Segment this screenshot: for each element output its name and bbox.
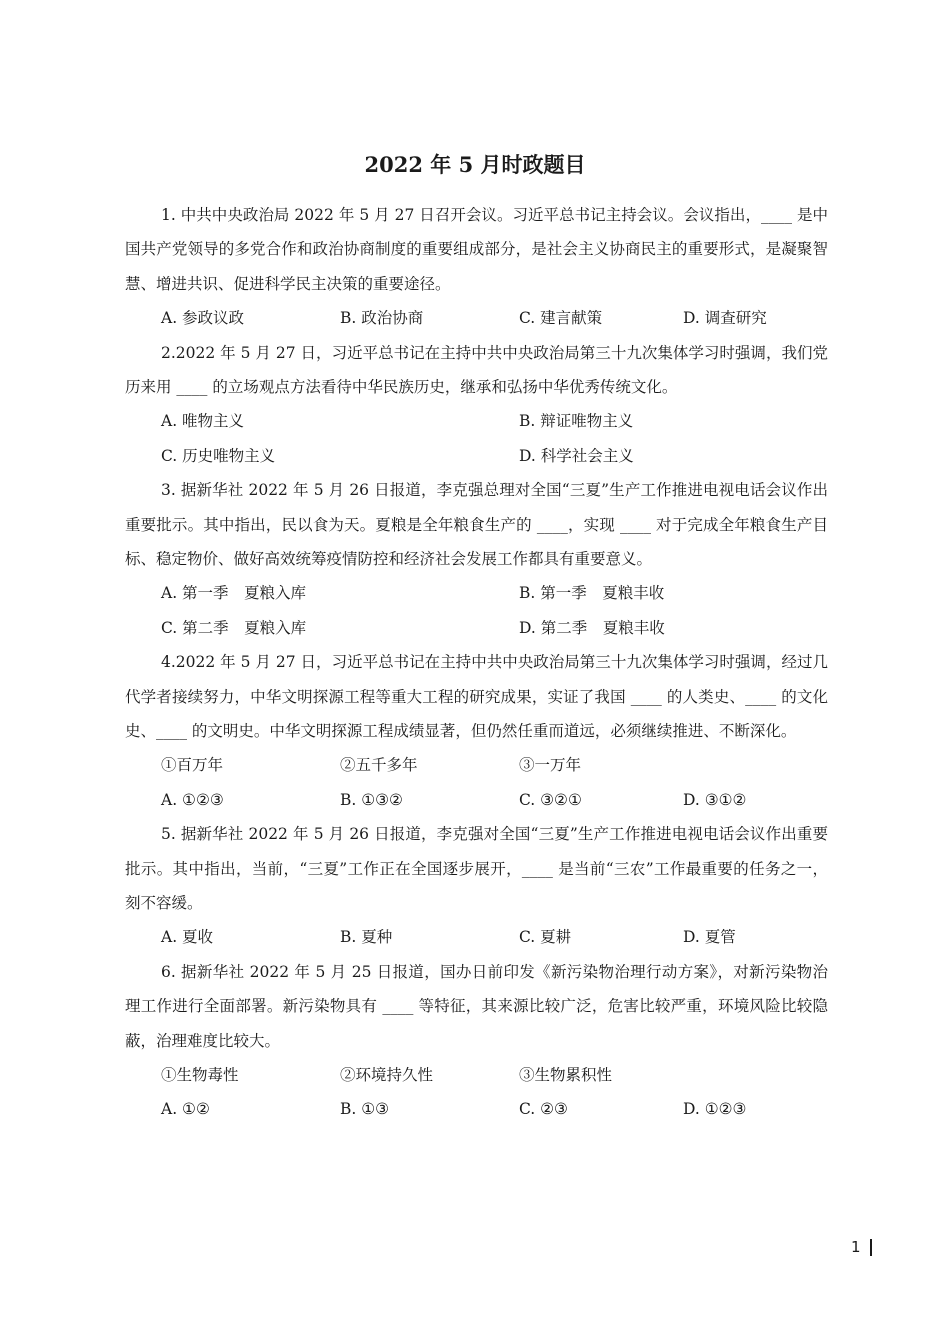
option-a: A. 夏收 bbox=[161, 928, 214, 947]
page-marker-bar bbox=[870, 1239, 873, 1256]
option-row bbox=[125, 301, 828, 335]
option-a: A. ①② bbox=[161, 1100, 210, 1119]
question-stem: 5. 据新华社 2022 年 5 月 26 日报道，李克强对全国“三夏”生产工作推进电视电话会议作出重要批示。其中指出，当前，“三夏”工作正在全国逐步展开，____ 是当前“三农”工作最重要的任务之一，刻不容缓。 bbox=[125, 825, 828, 913]
question-stem: 2.2022 年 5 月 27 日，习近平总书记在主持中共中央政治局第三十九次集体学习时强调，我们党历来用 ____ 的立场观点方法看待中华民族历史，继承和弘扬中华优秀传统文化。 bbox=[125, 343, 828, 397]
option-row bbox=[125, 404, 828, 438]
question-2 bbox=[125, 336, 828, 474]
question-stem: 1. 中共中央政治局 2022 年 5 月 27 日召开会议。习近平总书记主持会议。会议指出，____ 是中国共产党领导的多党合作和政治协商制度的重要组成部分，是社会主义协商民主的重要形式，是凝聚智慧、增进共识、促进科学民主决策的重要途径。 bbox=[125, 206, 828, 293]
option-a: A. ①②③ bbox=[161, 790, 224, 809]
option-d: D. ③①② bbox=[683, 790, 747, 809]
option-d: D. 第二季 夏粮丰收 bbox=[519, 618, 665, 637]
page-number: 1 bbox=[850, 1238, 861, 1256]
question-stem: 4.2022 年 5 月 27 日，习近平总书记在主持中共中央政治局第三十九次集体学习时强调，经过几代学者接续努力，中华文明探源工程等重大工程的研究成果，实证了我国 ____ 的人类史、____ 的文化史、____ 的文明史。中华文明探源工程成绩显著，但仍然任重而道远，必须继续推进、不断深化。 bbox=[125, 653, 828, 741]
option-row bbox=[125, 1092, 828, 1126]
question-stem: 3. 据新华社 2022 年 5 月 26 日报道，李克强总理对全国“三夏”生产工作推进电视电话会议作出重要批示。其中指出，民以食为天。夏粮是全年粮食生产的 ____，实现 ____ 对于完成全年粮食生产目标、稳定物价、做好高效统筹疫情防控和经济社会发展工作都具有重要意义。 bbox=[125, 481, 828, 569]
item-row bbox=[125, 748, 828, 782]
option-a: A. 参政议政 bbox=[161, 309, 245, 328]
option-row bbox=[125, 920, 828, 954]
item-3: ③生物累积性 bbox=[519, 1066, 613, 1085]
option-d: D. 调查研究 bbox=[683, 309, 767, 328]
item-2: ②五千多年 bbox=[340, 756, 418, 775]
question-list bbox=[125, 198, 828, 1127]
option-c: C. 建言献策 bbox=[519, 309, 603, 328]
question-5 bbox=[125, 817, 828, 955]
option-row bbox=[125, 611, 828, 645]
question-4 bbox=[125, 645, 828, 817]
option-c: C. ③②① bbox=[519, 790, 582, 809]
page-footer bbox=[851, 1238, 872, 1256]
question-1 bbox=[125, 198, 828, 336]
option-b: B. ①③ bbox=[340, 1100, 390, 1119]
option-a: A. 唯物主义 bbox=[161, 412, 245, 431]
option-b: B. 夏种 bbox=[340, 928, 393, 947]
item-row bbox=[125, 1058, 828, 1092]
item-1: ①生物毒性 bbox=[161, 1066, 239, 1085]
option-row bbox=[125, 783, 828, 817]
option-row bbox=[125, 439, 828, 473]
option-c: C. 夏耕 bbox=[519, 928, 572, 947]
option-c: C. 第二季 夏粮入库 bbox=[161, 618, 307, 637]
option-c: C. 历史唯物主义 bbox=[161, 446, 276, 465]
option-b: B. 第一季 夏粮丰收 bbox=[519, 584, 665, 603]
question-6 bbox=[125, 955, 828, 1127]
option-b: B. ①③② bbox=[340, 790, 403, 809]
option-d: D. 科学社会主义 bbox=[519, 446, 634, 465]
question-3 bbox=[125, 473, 828, 645]
item-2: ②环境持久性 bbox=[340, 1066, 434, 1085]
item-1: ①百万年 bbox=[161, 756, 224, 775]
question-stem: 6. 据新华社 2022 年 5 月 25 日报道，国办日前印发《新污染物治理行动方案》，对新污染物治理工作进行全面部署。新污染物具有 ____ 等特征，其来源比较广泛，危害比较严重，环境风险比较隐蔽，治理难度比较大。 bbox=[125, 962, 828, 1050]
option-row bbox=[125, 576, 828, 610]
option-b: B. 政治协商 bbox=[340, 309, 424, 328]
option-b: B. 辩证唯物主义 bbox=[519, 412, 634, 431]
option-d: D. 夏管 bbox=[683, 928, 736, 947]
option-a: A. 第一季 夏粮入库 bbox=[161, 584, 307, 603]
option-d: D. ①②③ bbox=[683, 1100, 747, 1119]
item-3: ③一万年 bbox=[519, 756, 582, 775]
option-c: C. ②③ bbox=[519, 1100, 568, 1119]
document-title: 2022 年 5 月时政题目 bbox=[364, 152, 586, 177]
